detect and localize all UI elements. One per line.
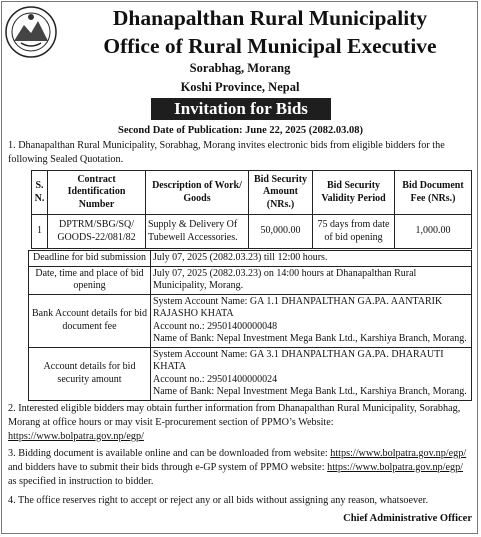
cell-contract: DPTRM/SBG/SQ/ GOODS-22/081/82	[48, 215, 146, 249]
ppmo-website-link[interactable]: https://www.bolpatra.gov.np/egp/	[8, 430, 144, 442]
header-description: Description of Work/ Goods	[146, 171, 249, 215]
bid-table	[31, 170, 472, 249]
security-bank-name: Name of Bank: Nepal Investment Mega Bank Ltd., Karshiya Branch, Morang.	[153, 386, 467, 397]
note-3	[8, 447, 471, 488]
download-website-link[interactable]: https://www.bolpatra.gov.np/egp/	[330, 448, 467, 459]
note-4-text: The office reserves right to accept or reject any or all bids without assigning any reason, whatsoever.	[18, 495, 429, 506]
note-2-text: Interested eligible bidders may obtain further information from Dhanapalthan Rural Municipality, Sorabhag, Morang at office hours or may visit E-procurement section of PPMO’s Website:	[8, 403, 461, 428]
header-security: Bid Security Amount (NRs.)	[249, 171, 313, 215]
opening-label: Date, time and place of bid opening	[29, 266, 151, 294]
header-validity: Bid Security Validity Period	[313, 171, 395, 215]
municipality-emblem-icon	[4, 5, 58, 59]
bank-account-row	[29, 294, 472, 347]
deadline-row	[29, 251, 472, 267]
header-contract: Contract Identification Number	[48, 171, 146, 215]
security-account-number: Account no.: 29501400000024	[153, 373, 278, 385]
opening-value: July 07, 2025 (2082.03.23) on 14:00 hours at Dhanapalthan Rural Municipality, Morang.	[151, 266, 472, 294]
deadline-value: July 07, 2025 (2082.03.23) till 12:00 hours.	[151, 251, 472, 267]
municipality-name: Dhanapalthan Rural Municipality	[112, 6, 428, 30]
bank-account-details	[151, 294, 472, 347]
bid-table-header	[32, 171, 472, 215]
cell-fee: 1,000.00	[395, 215, 472, 249]
security-account-label: Account details for bid security amount	[29, 347, 151, 400]
cell-validity: 75 days from date of bid opening	[313, 215, 395, 249]
header-sn: S. N.	[32, 171, 48, 215]
publication-date: Second Date of Publication: June 22, 2025 (2082.03.08)	[118, 125, 363, 136]
note-3-text-a: Bidding document is available online and can be downloaded from website:	[18, 448, 328, 459]
opening-row	[29, 266, 472, 294]
signature-title: Chief Administrative Officer	[343, 513, 472, 524]
deadline-label: Deadline for bid submission	[29, 251, 151, 267]
note-2-number: 2.	[8, 403, 16, 414]
address-line-1: Sorabhag, Morang	[189, 61, 291, 75]
note-3-number: 3.	[8, 448, 16, 459]
bank-name: Name of Bank: Nepal Investment Mega Bank Ltd., Karshiya Branch, Morang.	[153, 333, 467, 344]
cell-description: Supply & Delivery Of Tubewell Accessories.	[146, 215, 249, 249]
note-3-text-c: as specified in instruction to bidder.	[8, 475, 154, 487]
security-system-account: System Account Name: GA 3.1 DHANPALTHAN GA.PA. DHARAUTI KHATA	[153, 348, 444, 372]
security-account-row	[29, 347, 472, 400]
table-row	[32, 215, 472, 249]
bank-account-label: Bank Account details for bid document fee	[29, 294, 151, 347]
intro-number: 1.	[8, 140, 16, 151]
note-2	[8, 402, 471, 443]
note-3-text-b: and bidders have to submit their bids through e-GP system of PPMO website:	[8, 461, 325, 473]
office-name: Office of Rural Municipal Executive	[103, 34, 437, 58]
cell-sn: 1	[32, 215, 48, 249]
details-table	[28, 250, 472, 401]
egp-website-link[interactable]: https://www.bolpatra.gov.np/egp/	[327, 461, 464, 473]
note-4-number: 4.	[8, 495, 16, 506]
intro-text: Dhanapalthan Rural Municipality, Sorabhag, Morang invites electronic bids from eligible bidders for the following Sealed Quotation.	[8, 140, 445, 165]
bank-account-number: Account no.: 29501400000048	[153, 320, 278, 332]
header-fee: Bid Document Fee (NRs.)	[395, 171, 472, 215]
intro-paragraph	[8, 139, 473, 167]
cell-security: 50,000.00	[249, 215, 313, 249]
bank-system-account: System Account Name: GA 1.1 DHANPALTHAN GA.PA. AANTARIK RAJASHO KHATA	[153, 295, 443, 319]
note-4	[8, 494, 471, 508]
address-line-2: Koshi Province, Nepal	[180, 80, 300, 94]
security-account-details	[151, 347, 472, 400]
invitation-banner: Invitation for Bids	[151, 98, 331, 120]
